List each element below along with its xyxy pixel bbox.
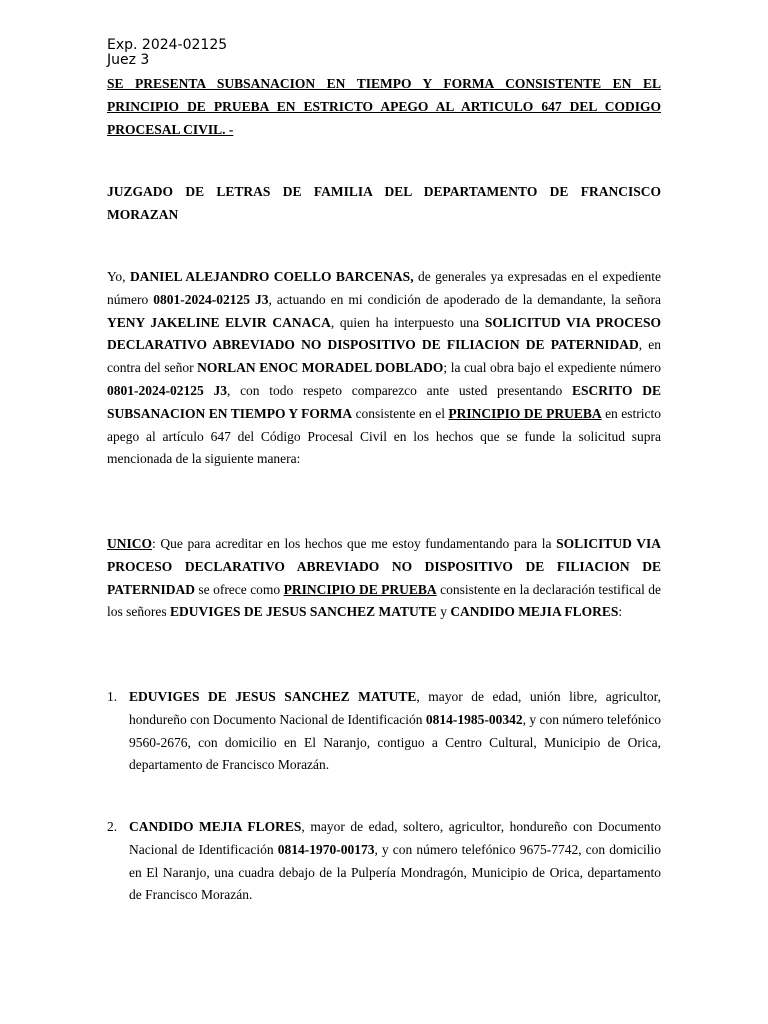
text-run: ; la cual obra bajo el expediente número: [443, 360, 661, 376]
plaintiff-name: YENY JAKELINE ELVIR CANACA: [107, 314, 331, 330]
judge-label: Juez 3: [107, 52, 150, 68]
case-file-number: 0801-2024-02125 J3: [153, 291, 269, 307]
witness-description: [129, 816, 661, 907]
text-run: , mayor de edad, unión libre, agricultor, hondureño con Documento Nacional de Identificación: [129, 689, 662, 727]
document-title: SE PRESENTA SUBSANACION EN TIEMPO Y FORMA CONSISTENTE EN EL PRINCIPIO DE PRUEBA EN ESTRICTO APEGO AL ARTICULO 647 DEL CODIGO PROCESAL CIVIL. -: [107, 76, 661, 137]
text-run: se ofrece como: [195, 581, 284, 597]
witness-name: EDUVIGES DE JESUS SANCHEZ MATUTE: [129, 689, 417, 704]
text-run: consistente en la declaración testifical de los señores: [107, 581, 661, 620]
text-run: :: [618, 604, 623, 620]
case-header: [107, 38, 227, 68]
text-run: en estricto apego al artículo 647 del Código Procesal Civil en los hechos que se funde la solicitud supra mencionada de la siguiente manera:: [107, 405, 662, 467]
witness-name: EDUVIGES DE JESUS SANCHEZ MATUTE: [170, 604, 437, 620]
intro-paragraph: [107, 266, 661, 471]
text-run: , y con número telefónico 9560-2676, con domicilio en El Naranjo, contiguo a Centro Cultural, Municipio de Orica, departamento de Francisco Morazán.: [129, 711, 661, 773]
text-run: , actuando en mi condición de apoderado de la demandante, la señora: [268, 291, 661, 307]
unico-paragraph: [107, 533, 661, 624]
filing-type: ESCRITO DE SUBSANACION EN TIEMPO Y FORMA: [107, 382, 661, 421]
witness-name: CANDIDO MEJIA FLORES: [129, 819, 302, 834]
text-run: de generales ya expresadas en el expediente número: [107, 269, 661, 307]
text-run: , con todo respeto comparezco ante usted presentando: [226, 382, 572, 398]
witness-id: 0814-1970-00173: [277, 841, 375, 857]
text-run: , mayor de edad, soltero, agricultor, hondureño con Documento Nacional de Identificación: [129, 819, 661, 857]
unico-label: UNICO: [107, 536, 153, 551]
text-run: , y con número telefónico 9675-7742, con domicilio en El Naranjo, una cuadra debajo de la Pulpería Mondragón, Municipio de Orica, departamento de Francisco Morazán.: [129, 841, 662, 903]
text-run: Yo,: [107, 269, 130, 284]
court-name: JUZGADO DE LETRAS DE FAMILIA DEL DEPARTAMENTO DE FRANCISCO MORAZAN: [107, 184, 661, 222]
text-run: : Que para acreditar en los hechos que me estoy fundamentando para la: [152, 536, 557, 551]
text-run: y: [436, 604, 451, 620]
witness-id: 0814-1985-00342: [425, 711, 523, 727]
text-run: , quien ha interpuesto una: [330, 314, 485, 330]
request-type: SOLICITUD VIA PROCESO DECLARATIVO ABREVIADO NO DISPOSITIVO DE FILIACION DE PATERNIDAD: [107, 314, 662, 353]
attorney-name: DANIEL ALEJANDRO COELLO BARCENAS,: [129, 269, 414, 284]
text-run: consistente en el: [352, 405, 449, 421]
proof-principle: PRINCIPIO DE PRUEBA: [283, 581, 437, 597]
case-file-number: 0801-2024-02125 J3: [107, 382, 227, 398]
proof-principle: PRINCIPIO DE PRUEBA: [448, 405, 602, 421]
list-number: 1.: [107, 689, 118, 704]
list-number: 2.: [107, 819, 118, 834]
witness-name: CANDIDO MEJIA FLORES: [450, 604, 619, 620]
request-type: SOLICITUD VIA PROCESO DECLARATIVO ABREVIADO NO DISPOSITIVO DE FILIACION DE PATERNIDAD: [107, 536, 662, 597]
defendant-name: NORLAN ENOC MORADEL DOBLADO: [197, 360, 444, 376]
witness-description: [129, 686, 661, 777]
text-run: , en contra del señor: [107, 337, 662, 376]
case-number: Exp. 2024-02125: [107, 37, 228, 53]
